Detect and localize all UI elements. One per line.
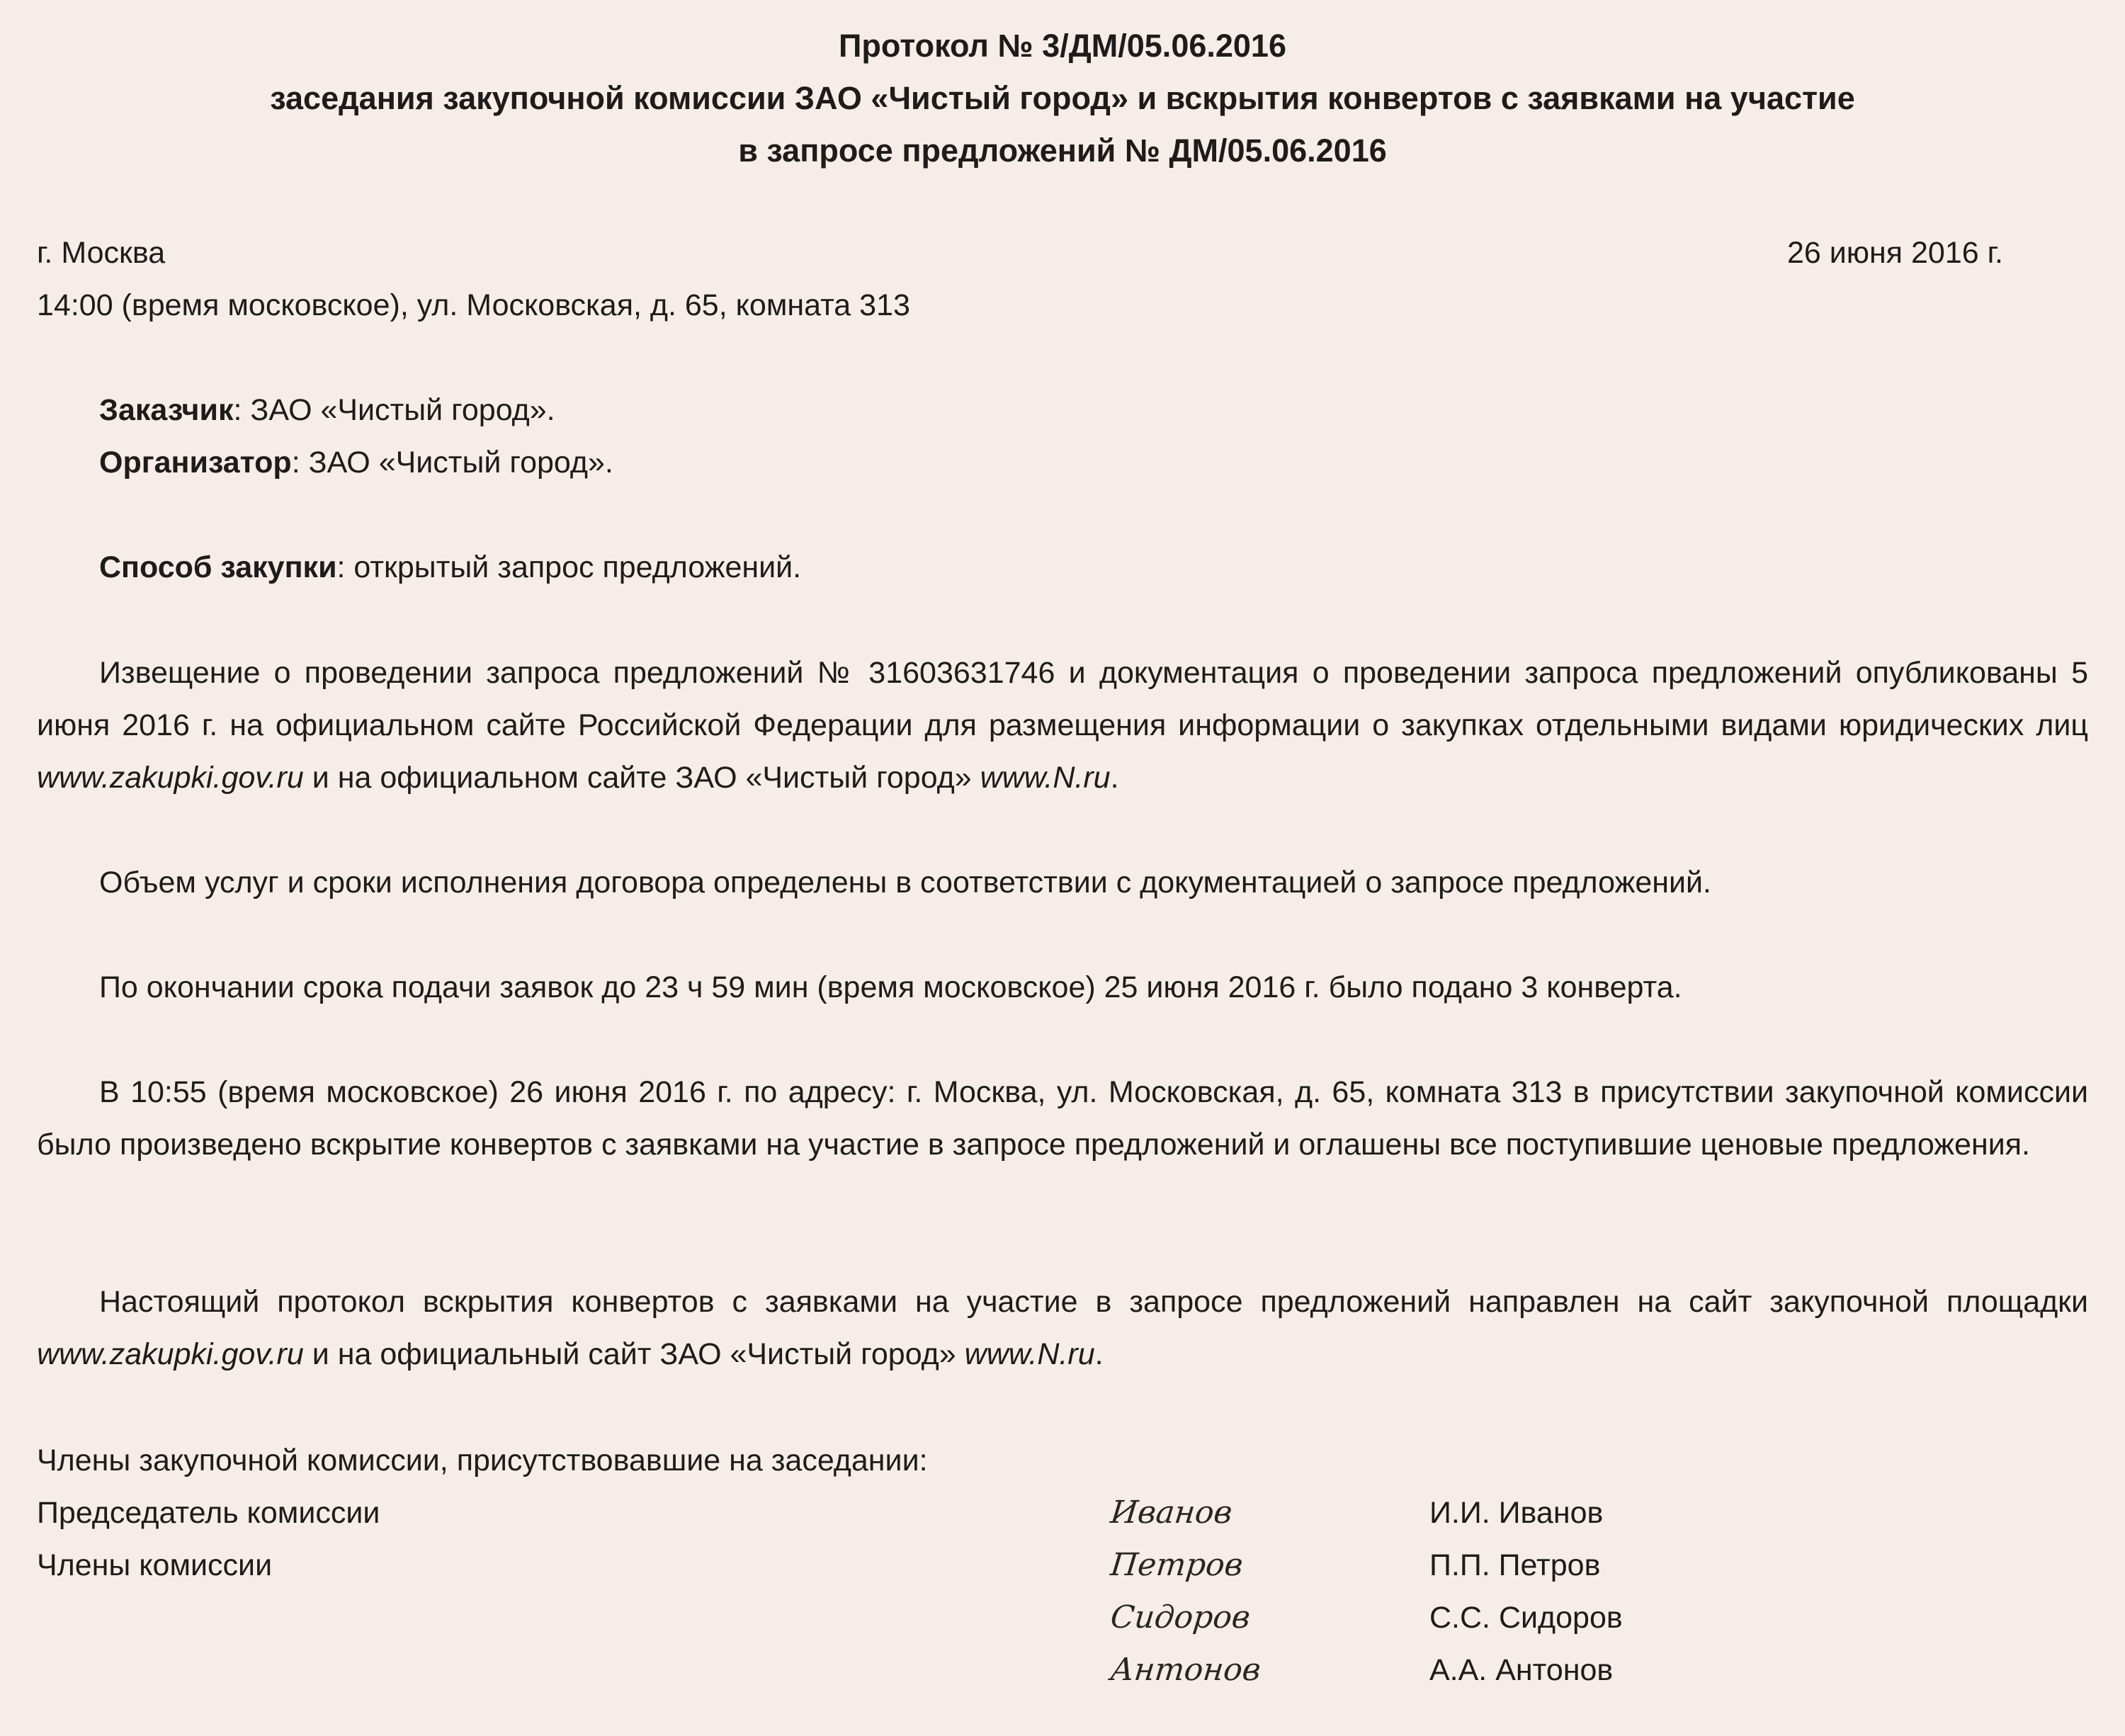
customer-value: : ЗАО «Чистый город». (233, 393, 555, 427)
company-site-link: www.N.ru (964, 1337, 1095, 1371)
volume-paragraph: Объем услуг и сроки исполнения договора определены в соответствии с документацией о запросе предложений. (99, 866, 1711, 900)
customer-line (99, 384, 555, 436)
committee-intro: Члены закупочной комиссии, присутствовавшие на заседании: (37, 1443, 928, 1477)
notice-paragraph: Извещение о проведении запроса предложений № 31603631746 и документация о проведении запроса предложений опубликованы 5 июня 2016 г. на официальном сайте Российской Федерации для размещения информации о закупках отдельными видами юридических лиц www.zakupki.gov.ru и на официальном сайте ЗАО «Чистый город» www.N.ru. (37, 656, 2088, 795)
deadline-paragraph: По окончании срока подачи заявок до 23 ч 59 мин (время московское) 25 июня 2016 г. было подано 3 конверта. (99, 970, 1682, 1004)
protocol-subtitle-2: в запросе предложений № ДМ/05.06.2016 (738, 132, 1387, 169)
chair-label: Председатель комиссии (37, 1496, 380, 1530)
document-header (0, 20, 2125, 177)
city: г. Москва (37, 236, 166, 270)
members-label: Члены комиссии (37, 1548, 273, 1582)
organizer-label: Организатор (99, 446, 292, 480)
member-name: П.П. Петров (1429, 1548, 1601, 1582)
member-name: А.А. Антонов (1429, 1653, 1614, 1687)
protocol-subtitle: заседания закупочной комиссии ЗАО «Чистый город» и вскрытия конвертов с заявками на участие (270, 80, 1855, 116)
purchase-method-label: Способ закупки (99, 550, 337, 584)
signature: Сидоров (1109, 1599, 1252, 1635)
company-site-link: www.N.ru (980, 761, 1111, 795)
publication-paragraph: Настоящий протокол вскрытия конвертов с заявками на участие в запросе предложений направлен на сайт закупочной площадки www.zakupki.gov.ru и на официальный сайт ЗАО «Чистый город» www.N.ru. (37, 1285, 2088, 1371)
member-name: С.С. Сидоров (1429, 1601, 1623, 1635)
organizer-line (99, 436, 613, 489)
zakupki-site-link: www.zakupki.gov.ru (37, 761, 304, 795)
document-date: 26 июня 2016 г. (1786, 236, 2003, 270)
organizer-value: : ЗАО «Чистый город». (291, 446, 613, 480)
zakupki-site-link: www.zakupki.gov.ru (37, 1337, 304, 1371)
purchase-method-line (99, 541, 801, 594)
customer-label: Заказчик (99, 393, 234, 427)
signature: Петров (1109, 1547, 1245, 1583)
time-address: 14:00 (время московское), ул. Московская, д. 65, комната 313 (37, 288, 910, 322)
purchase-method-value: : открытый запрос предложений. (336, 550, 802, 584)
signature: Иванов (1109, 1494, 1235, 1531)
signature: Антонов (1109, 1652, 1263, 1688)
opening-paragraph: В 10:55 (время московское) 26 июня 2016 г. по адресу: г. Москва, ул. Московская, д. 65, комната 313 в присутствии закупочной комиссии было произведено вскрытие конвертов с заявками на участие в запросе предложений и оглашены все поступившие ценовые предложения. (37, 1075, 2088, 1162)
protocol-title: Протокол № 3/ДМ/05.06.2016 (839, 28, 1286, 64)
member-name: И.И. Иванов (1429, 1496, 1604, 1530)
